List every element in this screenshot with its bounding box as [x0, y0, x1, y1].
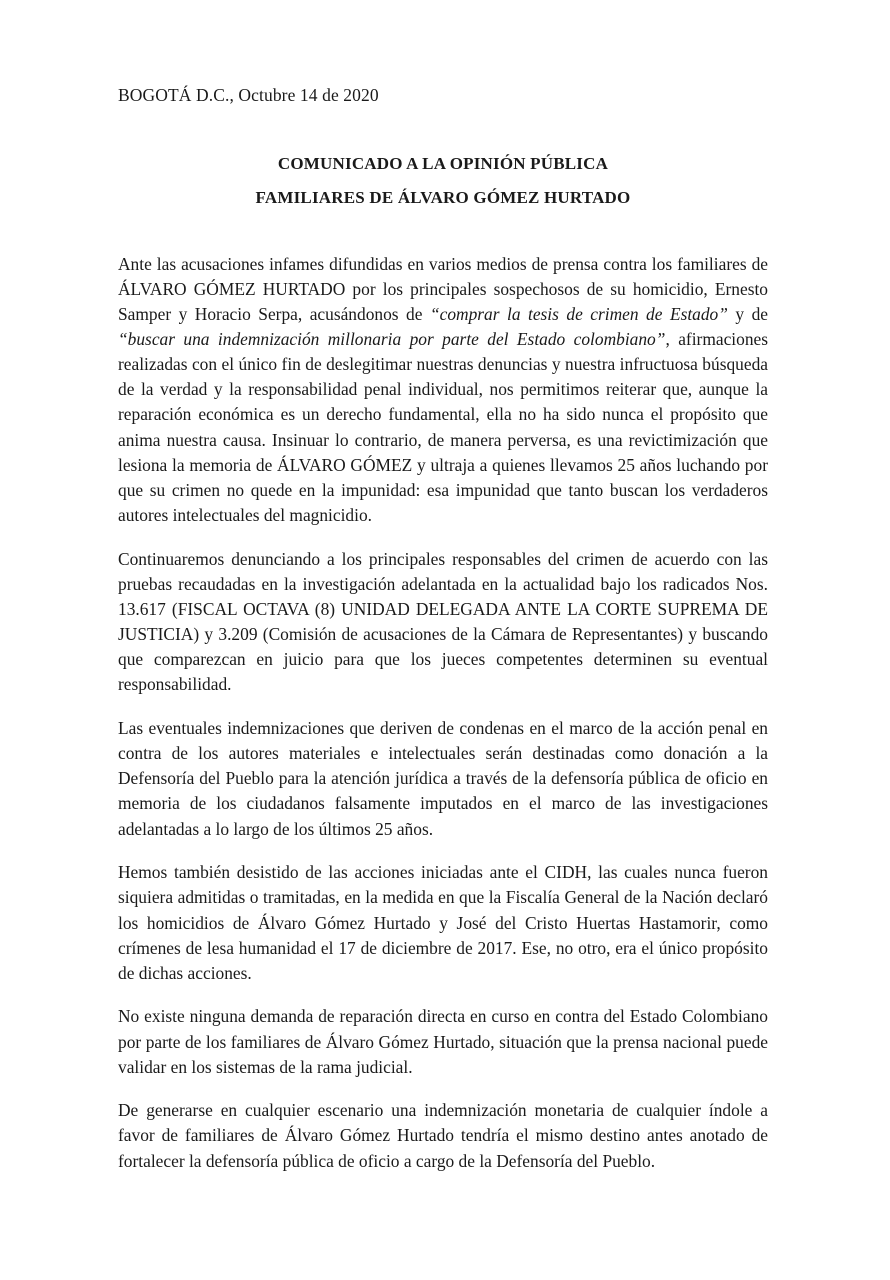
- page-title: COMUNICADO A LA OPINIÓN PÚBLICA: [277, 153, 609, 173]
- quote-comprar-tesis: “comprar la tesis de crimen de Estado”: [429, 303, 728, 324]
- paragraph-1-segment-2: y de: [727, 303, 769, 324]
- paragraph-6: De generarse en cualquier escenario una indemnización monetaria de cualquier índole a favor de familiares de Álvaro Gómez Hurtado tendría el mismo destino antes anotado de fortalecer la defensoría pública de oficio a cargo de la Defensoría del Pueblo.: [118, 1100, 768, 1171]
- document-body: [118, 252, 768, 1174]
- document-content: [118, 84, 768, 1174]
- quote-indemnizacion-millonaria: “buscar una indemnización millonaria por parte del Estado colombiano”: [118, 329, 666, 350]
- paragraph-1-segment-1: Ante las acusaciones infames difundidas en varios medios de prensa contra los familiares de ÁLVARO GÓMEZ HURTADO por los principales sospechosos de su homicidio, Ernesto Samper y Horacio Serpa, acusándonos de: [118, 253, 768, 324]
- paragraph-3: Las eventuales indemnizaciones que deriven de condenas en el marco de la acción penal en contra de los autores materiales e intelectuales serán destinadas como donación a la Defensoría del Pueblo para la atención jurídica a través de la defensoría pública de oficio en memoria de los ciudadanos falsamente imputados en el marco de las investigaciones adelantadas a lo largo de los últimos 25 años.: [118, 718, 768, 839]
- paragraph-2: Continuaremos denunciando a los principales responsables del crimen de acuerdo con las pruebas recaudadas en la investigación adelantada en la actualidad bajo los radicados Nos. 13.617 (FISCAL OCTAVA (8) UNIDAD DELEGADA ANTE LA CORTE SUPREMA DE JUSTICIA) y 3.209 (Comisión de acusaciones de la Cámara de Representantes) y buscando que comparezcan en juicio para que los jueces competentes determinen su eventual responsabilidad.: [118, 548, 768, 695]
- page-subtitle: FAMILIARES DE ÁLVARO GÓMEZ HURTADO: [255, 187, 631, 207]
- document-title-block: [118, 153, 768, 210]
- dateline: BOGOTÁ D.C., Octubre 14 de 2020: [118, 85, 379, 105]
- paragraph-4: Hemos también desistido de las acciones iniciadas ante el CIDH, las cuales nunca fueron siquiera admitidas o tramitadas, en la medida en que la Fiscalía General de la Nación declaró los homicidios de Álvaro Gómez Hurtado y José del Cristo Huertas Hastamorir, como crímenes de lesa humanidad el 17 de diciembre de 2017. Ese, no otro, era el único propósito de dichas acciones.: [118, 862, 768, 983]
- paragraph-5: No existe ninguna demanda de reparación directa en curso en contra del Estado Colombiano por parte de los familiares de Álvaro Gómez Hurtado, situación que la prensa nacional puede validar en los sistemas de la rama judicial.: [118, 1006, 768, 1077]
- paragraph-1-segment-3: , afirmaciones realizadas con el único fin de deslegitimar nuestras denuncias y nuestra infructuosa búsqueda de la verdad y la responsabilidad penal individual, nos permitimos reiterar que, aunque la reparación económica es un derecho fundamental, ella no ha sido nunca el propósito que anima nuestra causa. Insinuar lo contrario, de manera perversa, es una revictimización que lesiona la memoria de ÁLVARO GÓMEZ y ultraja a quienes llevamos 25 años luchando por que su crimen no quede en la impunidad: esa impunidad que tanto buscan los verdaderos autores intelectuales del magnicidio.: [118, 329, 768, 526]
- paragraph-1: [118, 252, 768, 529]
